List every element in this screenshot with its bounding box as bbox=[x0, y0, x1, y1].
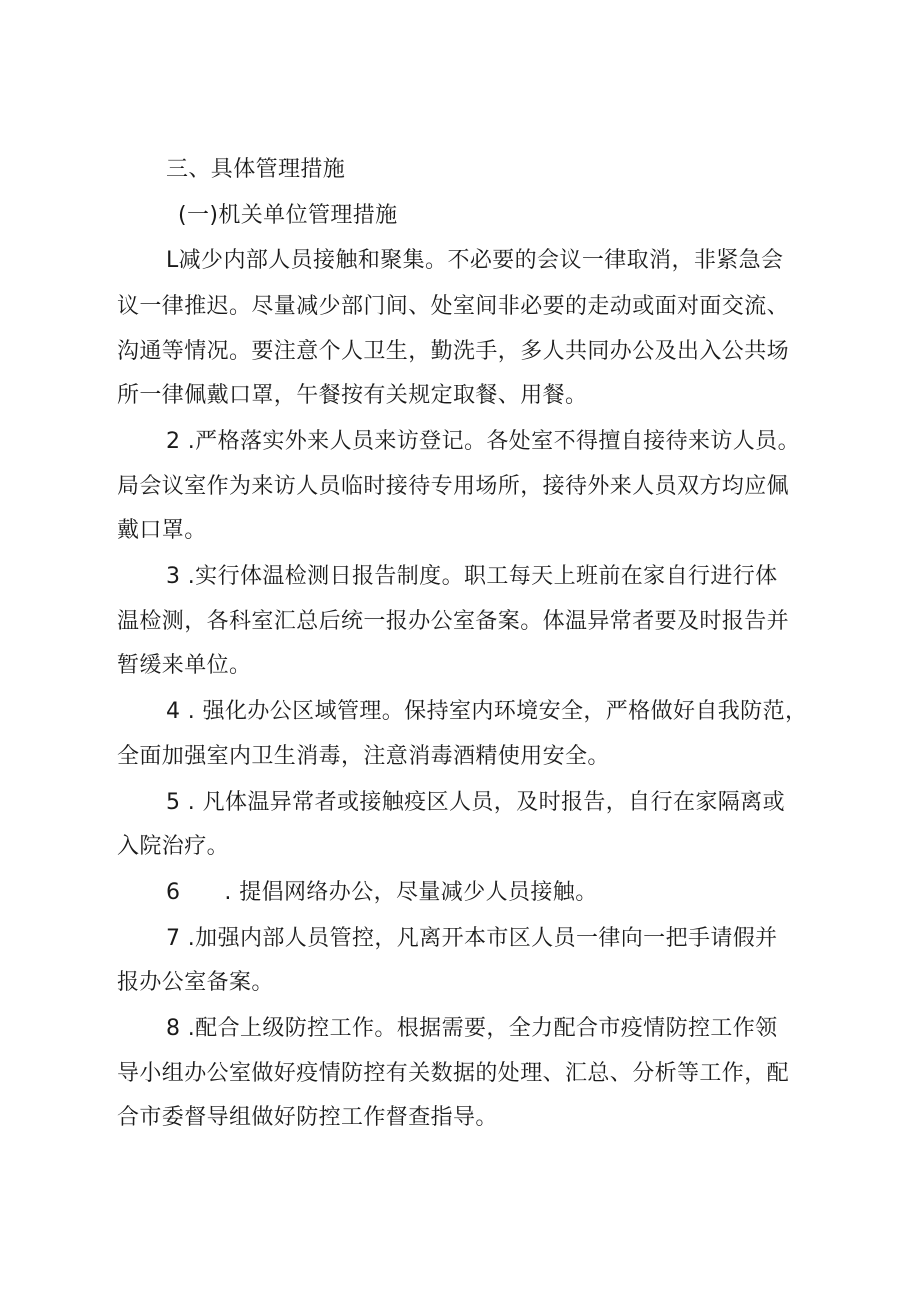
paragraph-line: 导小组办公室做好疫情防控有关数据的处理、汇总、分析等工作，配 bbox=[117, 1061, 790, 1086]
paragraph-line: 5 . 凡体温异常者或接触疫区人员，及时报告，自行在家隔离或 bbox=[166, 790, 785, 815]
paragraph-line: 3 .实行体温检测日报告制度。职工每天上班前在家自行进行体 bbox=[166, 564, 778, 589]
paragraph-line: 戴口罩。 bbox=[117, 518, 207, 543]
item-text: . 提倡网络办公，尽量减少人员接触。 bbox=[224, 880, 598, 905]
paragraph-line: 4 . 强化办公区域管理。保持室内环境安全，严格做好自我防范， bbox=[166, 699, 808, 724]
paragraph-line: 2 .严格落实外来人员来访登记。各处室不得擅自接待来访人员。 bbox=[166, 429, 800, 454]
paragraph-line: 所一律佩戴口罩，午餐按有关规定取餐、用餐。 bbox=[117, 383, 588, 408]
paragraph-line: 温检测，各科室汇总后统一报办公室备案。体温异常者要及时报告并 bbox=[117, 609, 790, 634]
paragraph-line: 全面加强室内卫生消毒，注意消毒酒精使用安全。 bbox=[117, 744, 610, 769]
paragraph-line: 沟通等情况。要注意个人卫生，勤洗手，多人共同办公及出入公共场 bbox=[117, 339, 790, 364]
section-title: 三、具体管理措施 bbox=[166, 157, 346, 182]
paragraph-line: 合市委督导组做好防控工作督查指导。 bbox=[117, 1105, 498, 1130]
paragraph-line bbox=[166, 878, 866, 908]
item-number: 6 bbox=[166, 880, 181, 905]
paragraph-line: 局会议室作为来访人员临时接待专用场所，接待外来人员双方均应佩 bbox=[117, 474, 790, 499]
paragraph-line: 7 .加强内部人员管控，凡离开本市区人员一律向一把手请假并 bbox=[166, 926, 778, 951]
paragraph-line: 议一律推迟。尽量减少部门间、处室间非必要的走动或面对面交流、 bbox=[117, 294, 790, 319]
paragraph-line: 入院治疗。 bbox=[117, 834, 230, 859]
paragraph-line: L减少内部人员接触和聚集。不必要的会议一律取消，非紧急会 bbox=[166, 248, 784, 273]
subsection-title: (一)机关单位管理措施 bbox=[178, 203, 398, 228]
paragraph-line: 报办公室备案。 bbox=[117, 970, 274, 995]
paragraph-line: 暂缓来单位。 bbox=[117, 653, 252, 678]
paragraph-line: 8 .配合上级防控工作。根据需要，全力配合市疫情防控工作领 bbox=[166, 1016, 778, 1041]
